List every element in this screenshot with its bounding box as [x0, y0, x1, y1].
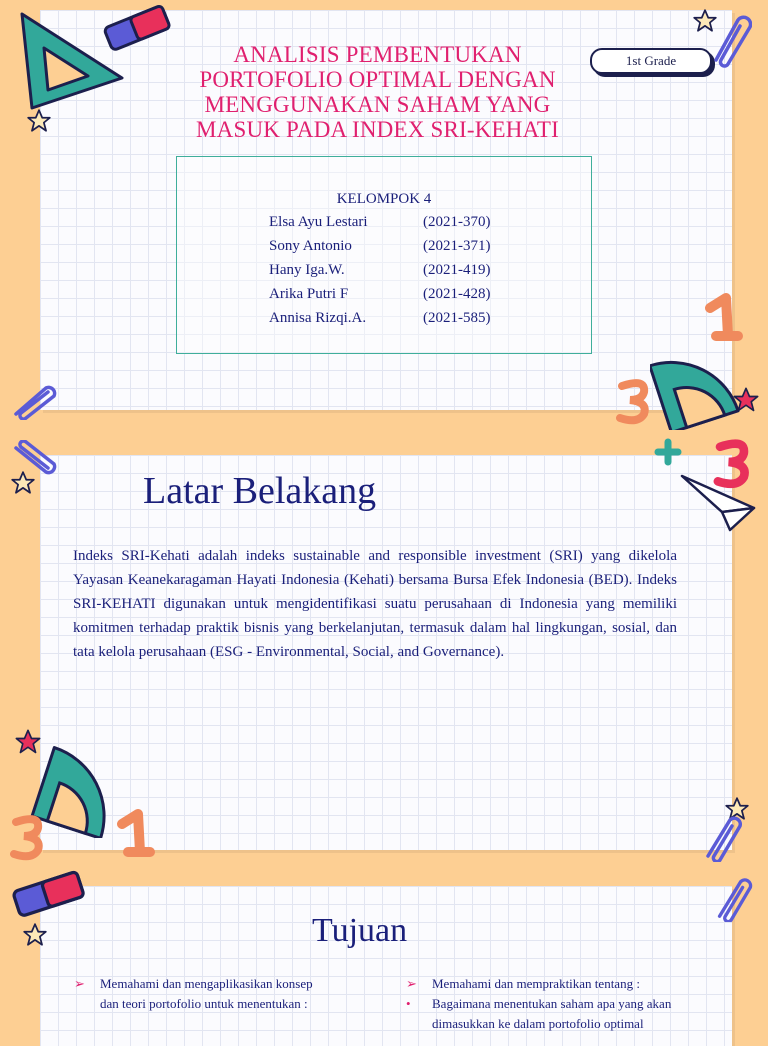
member-row	[269, 310, 509, 334]
star-icon	[732, 386, 760, 414]
background-slide	[40, 455, 732, 850]
member-name: Annisa Rizqi.A.	[269, 310, 367, 326]
plus-icon	[654, 438, 682, 466]
paperclip-icon	[10, 380, 60, 420]
list-item-text: Memahami dan mempraktikan tentang :	[432, 976, 640, 991]
member-row	[269, 238, 509, 262]
list-item-text: Memahami dan mengaplikasikan konsep dan teori portofolio untuk menentukan :	[100, 976, 313, 1011]
title-slide	[40, 10, 732, 410]
paperclip-icon	[702, 812, 742, 862]
number-three-icon	[6, 812, 50, 862]
section-heading: Tujuan	[312, 912, 408, 949]
member-id: (2021-585)	[423, 310, 491, 326]
eraser-icon	[8, 866, 90, 922]
dot-bullet-icon: •	[406, 996, 411, 1011]
member-id: (2021-419)	[423, 262, 491, 278]
member-name: Hany Iga.W.	[269, 262, 345, 278]
member-name: Sony Antonio	[269, 238, 352, 254]
star-icon	[10, 470, 36, 496]
background-paragraph: Indeks SRI-Kehati adalah indeks sustainable and responsible investment (SRI) yang dikelola Yayasan Keanekaragaman Hayati Indonesia (Kehati) bersama Bursa Efek Indonesia (BED). Indeks SRI-KEHATI digunakan untuk mengidentifikasi suatu perusahaan di Indonesia yang memiliki komitmen terhadap praktik bisnis yang berkelanjutan, termasuk dalam hal lingkungan, sosial, dan tata kelola perusahaan (ESG - Environmental, Social, and Governance).	[73, 548, 677, 660]
eraser-icon	[100, 2, 175, 54]
protractor-icon	[650, 330, 760, 430]
arrow-bullet-icon: ➢	[406, 976, 417, 991]
objectives-left-column	[74, 974, 314, 1014]
objectives-slide	[40, 886, 732, 1046]
list-item	[406, 994, 716, 1034]
number-three-icon	[612, 376, 656, 426]
presentation-title: ANALISIS PEMBENTUKAN PORTOFOLIO OPTIMAL DENGAN MENGGUNAKAN SAHAM YANG MASUK PADA INDEX SRI-KEHATI	[196, 42, 559, 142]
objectives-right-column	[406, 974, 716, 1034]
member-row	[269, 214, 509, 238]
member-name: Arika Putri F	[269, 286, 349, 302]
group-title: KELOMPOK 4	[336, 191, 432, 207]
grade-badge: 1st Grade	[590, 48, 712, 74]
list-item	[74, 974, 314, 1014]
number-one-icon	[112, 808, 160, 858]
paper-plane-icon	[678, 468, 758, 534]
member-row	[269, 262, 509, 286]
member-id: (2021-370)	[423, 214, 491, 230]
section-heading: Latar Belakang	[143, 470, 377, 512]
star-icon	[26, 108, 52, 134]
paperclip-icon	[712, 874, 754, 922]
member-id: (2021-428)	[423, 286, 491, 302]
arrow-bullet-icon: ➢	[74, 976, 85, 991]
member-name: Elsa Ayu Lestari	[269, 214, 368, 230]
paperclip-icon	[712, 12, 752, 70]
star-icon	[22, 922, 48, 948]
members-box	[176, 156, 592, 354]
member-row	[269, 286, 509, 310]
list-item-text: Bagaimana menentukan saham apa yang akan dimasukkan ke dalam portofolio optimal	[432, 996, 672, 1031]
member-id: (2021-371)	[423, 238, 491, 254]
list-item	[406, 974, 716, 994]
